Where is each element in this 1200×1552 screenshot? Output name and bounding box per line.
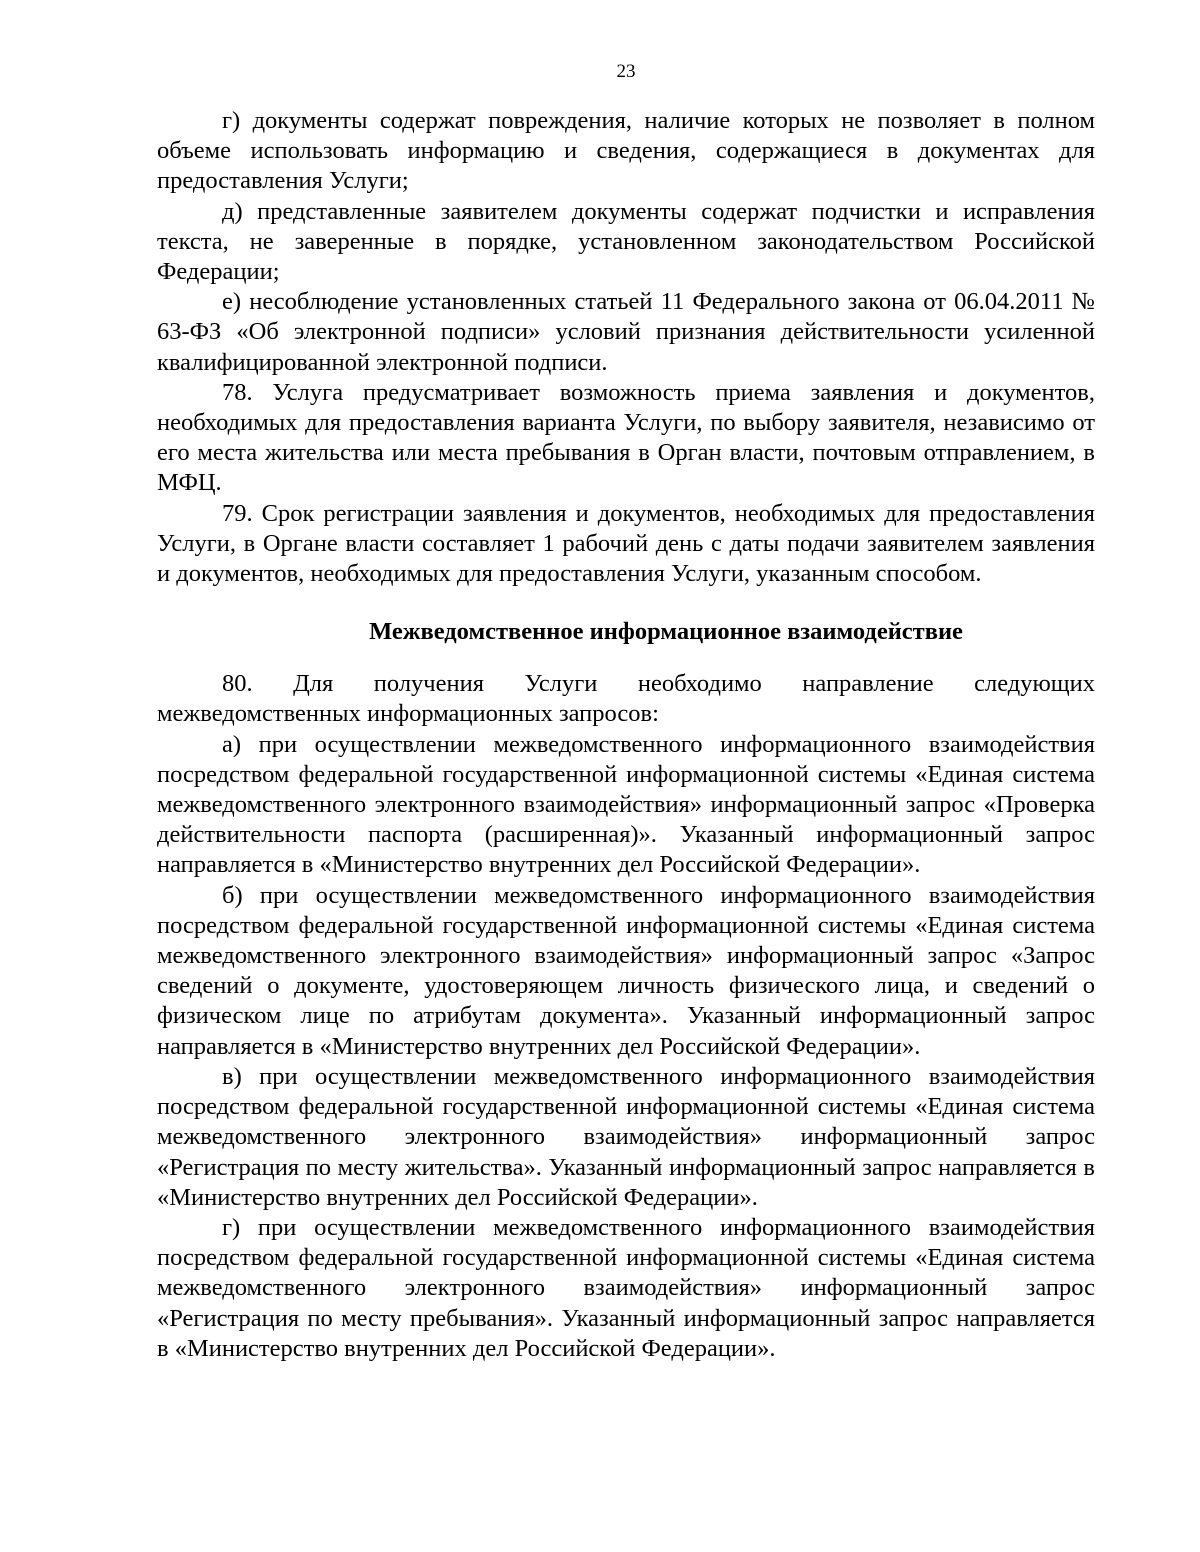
paragraph-item-b: б) при осуществлении межведомственного информационного взаимодействия посредством федеральной государственной информационной системы «Единая система межведомственного электронного взаимодействия» информационный запрос «Запрос сведений о документе, удостоверяющем личность физического лица, и сведений о физическом лице по атрибутам документа». Указанный информационный запрос направляется в «Министерство внутренних дел Российской Федерации». — [157, 881, 1095, 1060]
paragraph-item-g2: г) при осуществлении межведомственного информационного взаимодействия посредством федеральной государственной информационной системы «Единая система межведомственного электронного взаимодействия» информационный запрос «Регистрация по месту пребывания». Указанный информационный запрос направляется в «Министерство внутренних дел Российской Федерации». — [157, 1213, 1095, 1362]
paragraph-79: 79. Срок регистрации заявления и документов, необходимых для предоставления Услуги, в Органе власти составляет 1 рабочий день с даты подачи заявителем заявления и документов, необходимых для предоставления Услуги, указанным способом. — [157, 499, 1095, 588]
section-heading: Межведомственное информационное взаимодействие — [369, 618, 963, 646]
paragraph-item-g: г) документы содержат повреждения, наличие которых не позволяет в полном объеме использовать информацию и сведения, содержащиеся в документах для предоставления Услуги; — [157, 107, 1095, 195]
page-number: 23 — [616, 61, 636, 82]
paragraph-item-v: в) при осуществлении межведомственного информационного взаимодействия посредством федеральной государственной информационной системы «Единая система межведомственного электронного взаимодействия» информационный запрос «Регистрация по месту жительства». Указанный информационный запрос направляется в «Министерство внутренних дел Российской Федерации». — [157, 1062, 1095, 1211]
document-body — [157, 106, 1095, 1364]
paragraph-80: 80. Для получения Услуги необходимо направление следующих межведомственных информационных запросов: — [157, 670, 1095, 728]
paragraph-item-a: а) при осуществлении межведомственного информационного взаимодействия посредством федеральной государственной информационной системы «Единая система межведомственного электронного взаимодействия» информационный запрос «Проверка действительности паспорта (расширенная)». Указанный информационный запрос направляется в «Министерство внутренних дел Российской Федерации». — [157, 730, 1095, 879]
paragraph-item-d: д) представленные заявителем документы содержат подчистки и исправления текста, не заверенные в порядке, установленном законодательством Российской Федерации; — [157, 197, 1095, 286]
paragraph-item-e: е) несоблюдение установленных статьей 11 Федерального закона от 06.04.2011 № 63-ФЗ «Об электронной подписи» условий признания действительности усиленной квалифицированной электронной подписи. — [157, 288, 1095, 376]
paragraph-78: 78. Услуга предусматривает возможность приема заявления и документов, необходимых для предоставления варианта Услуги, по выбору заявителя, независимо от его места жительства или места пребывания в Орган власти, почтовым отправлением, в МФЦ. — [157, 378, 1095, 497]
